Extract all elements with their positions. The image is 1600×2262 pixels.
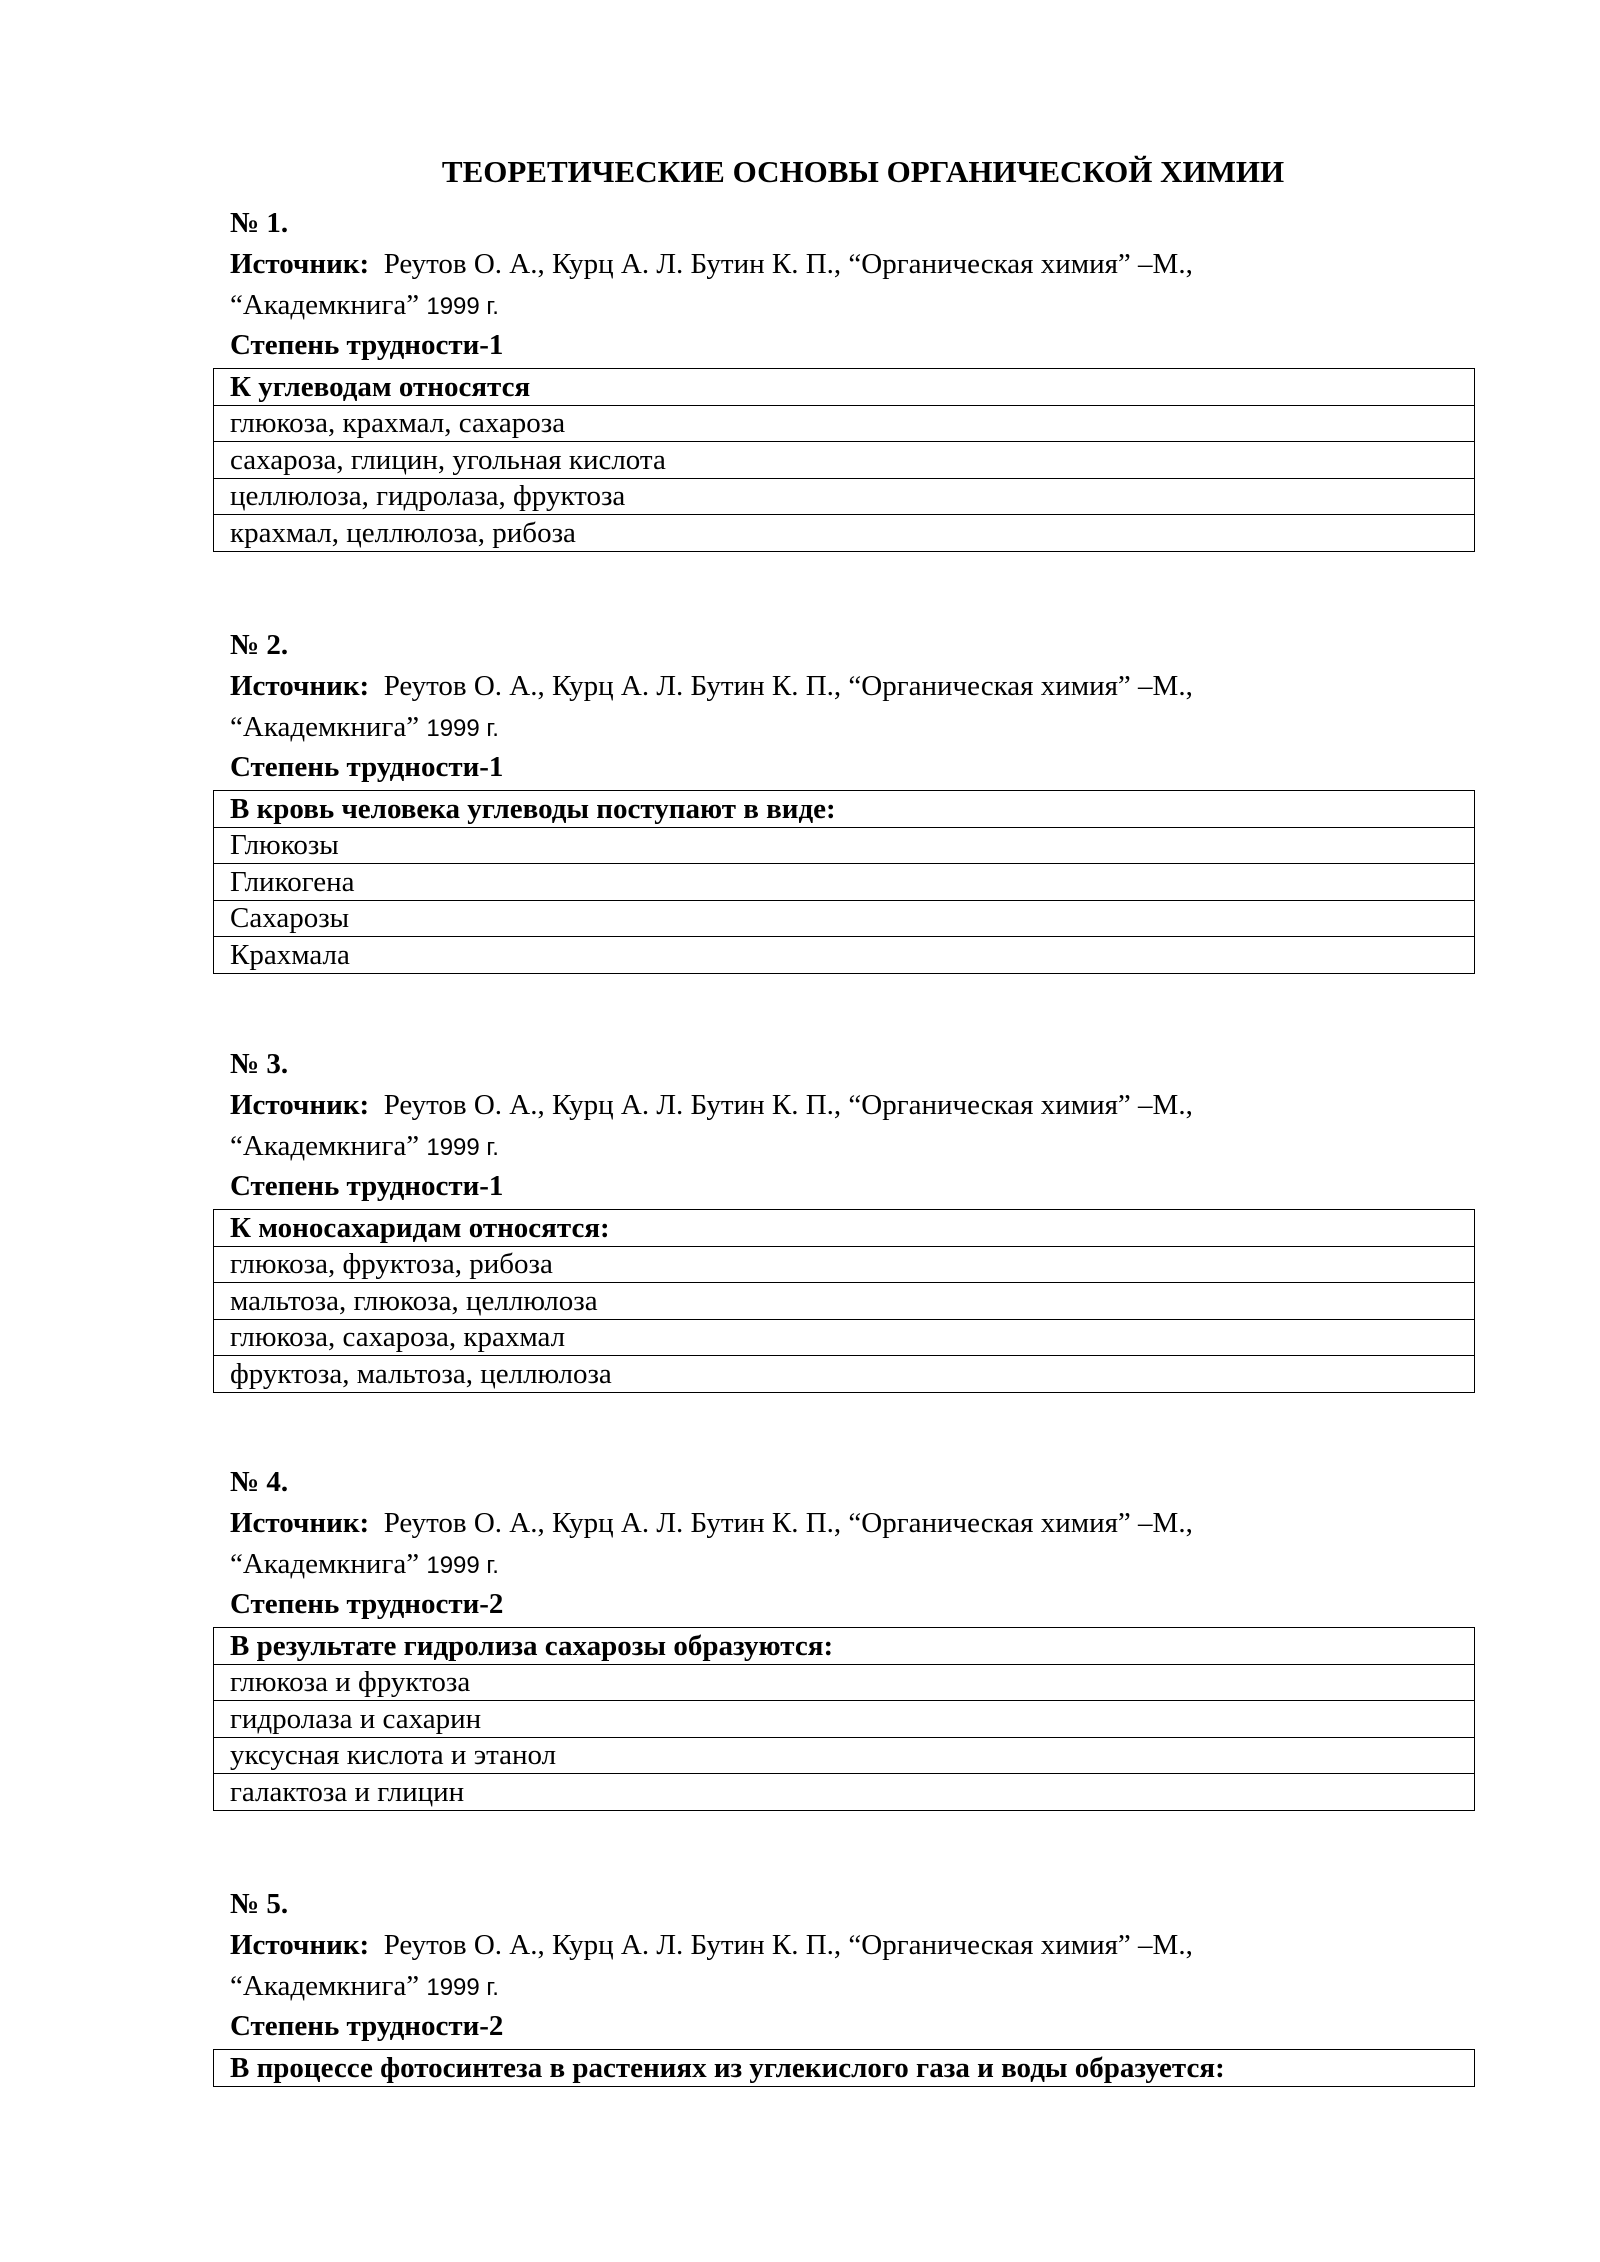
- answer-option: мальтоза, глюкоза, целлюлоза: [214, 1283, 1475, 1320]
- question-stem: В результате гидролиза сахарозы образуются:: [214, 1628, 1475, 1665]
- source-publisher: “Академкнига”: [230, 1548, 420, 1580]
- answer-option: глюкоза, крахмал, сахароза: [214, 405, 1475, 442]
- answer-option: крахмал, целлюлоза, рибоза: [214, 515, 1475, 552]
- question-number: № 5.: [230, 1888, 289, 1920]
- question-difficulty: Степень трудности-2: [230, 1588, 504, 1620]
- answer-option: глюкоза и фруктоза: [214, 1664, 1475, 1701]
- source-year: 1999 г.: [426, 293, 499, 320]
- answer-option: Гликогена: [214, 864, 1475, 901]
- question-difficulty: Степень трудности-1: [230, 1170, 504, 1202]
- question-table: [213, 2049, 1475, 2087]
- question-source: [230, 1085, 1475, 1167]
- question-block: [213, 624, 1475, 974]
- question-stem: К углеводам относятся: [214, 369, 1475, 406]
- source-text: Реутов О. А., Курц А. Л. Бутин К. П., “Органическая химия” –М.,: [383, 1929, 1193, 1961]
- answer-option: Крахмала: [214, 937, 1475, 974]
- question-table: [213, 1627, 1475, 1811]
- question-source: [230, 1925, 1475, 2007]
- source-year: 1999 г.: [426, 1134, 499, 1161]
- question-stem: В процессе фотосинтеза в растениях из углекислого газа и воды образуется:: [214, 2050, 1475, 2087]
- question-difficulty: Степень трудности-1: [230, 329, 504, 361]
- answer-option: целлюлоза, гидролаза, фруктоза: [214, 478, 1475, 515]
- question-number: № 3.: [230, 1048, 289, 1080]
- source-text: Реутов О. А., Курц А. Л. Бутин К. П., “Органическая химия” –М.,: [383, 248, 1193, 280]
- source-publisher: “Академкнига”: [230, 1130, 420, 1162]
- question-difficulty: Степень трудности-2: [230, 2010, 504, 2042]
- question-stem: К моносахаридам относятся:: [214, 1210, 1475, 1247]
- source-label: Источник:: [230, 1507, 370, 1539]
- source-label: Источник:: [230, 248, 370, 280]
- question-source: [230, 244, 1475, 326]
- question-table: [213, 790, 1475, 974]
- answer-option: гидролаза и сахарин: [214, 1701, 1475, 1738]
- answer-option: фруктоза, мальтоза, целлюлоза: [214, 1356, 1475, 1393]
- source-text: Реутов О. А., Курц А. Л. Бутин К. П., “Органическая химия” –М.,: [383, 1507, 1193, 1539]
- source-label: Источник:: [230, 670, 370, 702]
- source-year: 1999 г.: [426, 715, 499, 742]
- document-title: ТЕОРЕТИЧЕСКИЕ ОСНОВЫ ОРГАНИЧЕСКОЙ ХИМИИ: [441, 154, 1285, 189]
- source-label: Источник:: [230, 1089, 370, 1121]
- answer-option: уксусная кислота и этанол: [214, 1737, 1475, 1774]
- source-publisher: “Академкнига”: [230, 289, 420, 321]
- source-text: Реутов О. А., Курц А. Л. Бутин К. П., “Органическая химия” –М.,: [383, 670, 1193, 702]
- answer-option: глюкоза, сахароза, крахмал: [214, 1319, 1475, 1356]
- question-stem: В кровь человека углеводы поступают в виде:: [214, 791, 1475, 828]
- question-source: [230, 1503, 1475, 1585]
- question-block: [213, 1883, 1475, 2087]
- answer-option: глюкоза, фруктоза, рибоза: [214, 1246, 1475, 1283]
- question-block: [213, 202, 1475, 552]
- question-difficulty: Степень трудности-1: [230, 751, 504, 783]
- question-number: № 1.: [230, 207, 289, 239]
- question-table: [213, 1209, 1475, 1393]
- question-source: [230, 666, 1475, 748]
- answer-option: Сахарозы: [214, 900, 1475, 937]
- source-publisher: “Академкнига”: [230, 711, 420, 743]
- source-label: Источник:: [230, 1929, 370, 1961]
- source-year: 1999 г.: [426, 1552, 499, 1579]
- source-publisher: “Академкнига”: [230, 1970, 420, 2002]
- source-text: Реутов О. А., Курц А. Л. Бутин К. П., “Органическая химия” –М.,: [383, 1089, 1193, 1121]
- question-block: [213, 1043, 1475, 1393]
- question-table: [213, 368, 1475, 552]
- question-number: № 2.: [230, 629, 289, 661]
- question-block: [213, 1461, 1475, 1811]
- answer-option: галактоза и глицин: [214, 1774, 1475, 1811]
- source-year: 1999 г.: [426, 1974, 499, 2001]
- question-number: № 4.: [230, 1466, 289, 1498]
- answer-option: сахароза, глицин, угольная кислота: [214, 442, 1475, 479]
- answer-option: Глюкозы: [214, 827, 1475, 864]
